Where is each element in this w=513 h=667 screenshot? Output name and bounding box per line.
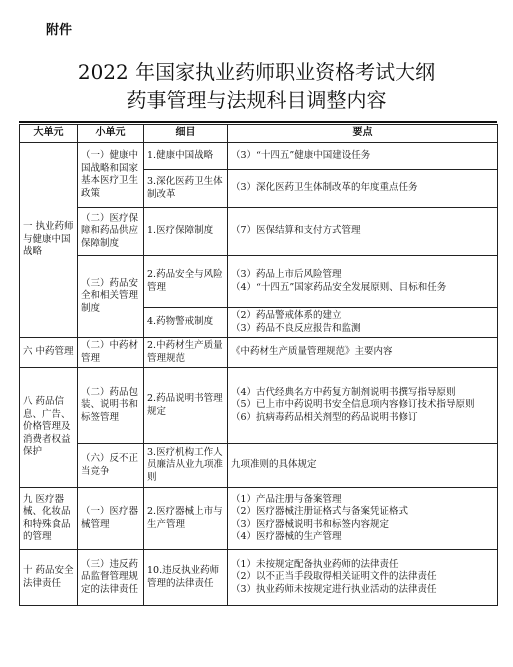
table-top-rule	[19, 121, 497, 123]
item-cell: 1.健康中国战略	[144, 143, 228, 170]
item-cell: 2.药品安全与风险管理	[144, 256, 228, 308]
item-cell: 2.中药材生产质量管理规范	[144, 338, 228, 368]
table-row	[20, 256, 498, 308]
table-row	[20, 550, 498, 606]
item-cell: 2.药品说明书管理规定	[144, 368, 228, 444]
page-subtitle: 药事管理与法规科目调整内容	[126, 88, 387, 112]
table-row	[20, 208, 498, 256]
points-cell: （3）“十四五”健康中国建设任务	[228, 143, 498, 170]
item-cell: 10.违反执业药师管理的法律责任	[144, 550, 228, 606]
unit-cell: 八 药品信息、广告、价格管理及消费者权益保护	[20, 368, 78, 488]
header-unit: 大单元	[20, 125, 78, 143]
item-cell: 1.医疗保障制度	[144, 208, 228, 256]
points-cell: （7）医保结算和支付方式管理	[228, 208, 498, 256]
table-row	[20, 444, 498, 488]
header-item: 细目	[144, 125, 228, 143]
points-cell: （4）古代经典名方中药复方制剂说明书撰写指导原则 （5）已上市中药说明书安全信息项内容修订技术指导原则 （6）抗病毒药品相关剂型的药品说明书修订	[228, 368, 498, 444]
item-cell: 2.医疗器械上市与生产管理	[144, 488, 228, 550]
header-points: 要点	[228, 125, 498, 143]
unit-cell: 一 执业药师与健康中国战略	[20, 143, 78, 338]
points-cell: （3）药品上市后风险管理 （4）“十四五”国家药品安全发展原则、目标和任务	[228, 256, 498, 308]
unit-cell: 十 药品安全法律责任	[20, 550, 78, 606]
item-cell: 3.深化医药卫生体制改革	[144, 170, 228, 208]
subunit-cell: （二）医疗保障和药品供应保障制度	[78, 208, 144, 256]
subunit-cell: （一）医疗器械管理	[78, 488, 144, 550]
points-cell: （1）产品注册与备案管理 （2）医疗器械注册证格式与备案凭证格式 （3）医疗器械说明书和标签内容规定 （4）医疗器械的生产管理	[228, 488, 498, 550]
unit-cell: 六 中药管理	[20, 338, 78, 368]
points-cell: （1）未按规定配备执业药师的法律责任 （2）以不正当手段取得相关证明文件的法律责任 （3）执业药师未按规定进行执业活动的法律责任	[228, 550, 498, 606]
table-row	[20, 143, 498, 170]
subunit-cell: （三）违反药品监督管理规定的法律责任	[78, 550, 144, 606]
subunit-cell: （二）中药材管理	[78, 338, 144, 368]
item-cell: 4.药物警戒制度	[144, 308, 228, 338]
attachment-label: 附件	[46, 23, 73, 38]
page-title: 2022 年国家执业药师职业资格考试大纲	[77, 60, 436, 84]
table-header-row	[20, 125, 498, 143]
unit-cell: 九 医疗器械、化妆品和特殊食品的管理	[20, 488, 78, 550]
table-row	[20, 488, 498, 550]
subunit-cell: （二）药品包装、说明书和标签管理	[78, 368, 144, 444]
points-cell: （2）药品警戒体系的建立 （3）药品不良反应报告和监测	[228, 308, 498, 338]
points-cell: 《中药材生产质量管理规范》主要内容	[228, 338, 498, 368]
points-cell: （3）深化医药卫生体制改革的年度重点任务	[228, 170, 498, 208]
table-row	[20, 338, 498, 368]
points-cell: 九项准则的具体规定	[228, 444, 498, 488]
subunit-cell: （三）药品安全和相关管理制度	[78, 256, 144, 338]
subunit-cell: （一）健康中国战略和国家基本医疗卫生政策	[78, 143, 144, 208]
item-cell: 3.医疗机构工作人员廉洁从业九项准则	[144, 444, 228, 488]
subunit-cell: （六）反不正当竞争	[78, 444, 144, 488]
table-row	[20, 368, 498, 444]
header-subunit: 小单元	[78, 125, 144, 143]
syllabus-table	[19, 124, 498, 606]
